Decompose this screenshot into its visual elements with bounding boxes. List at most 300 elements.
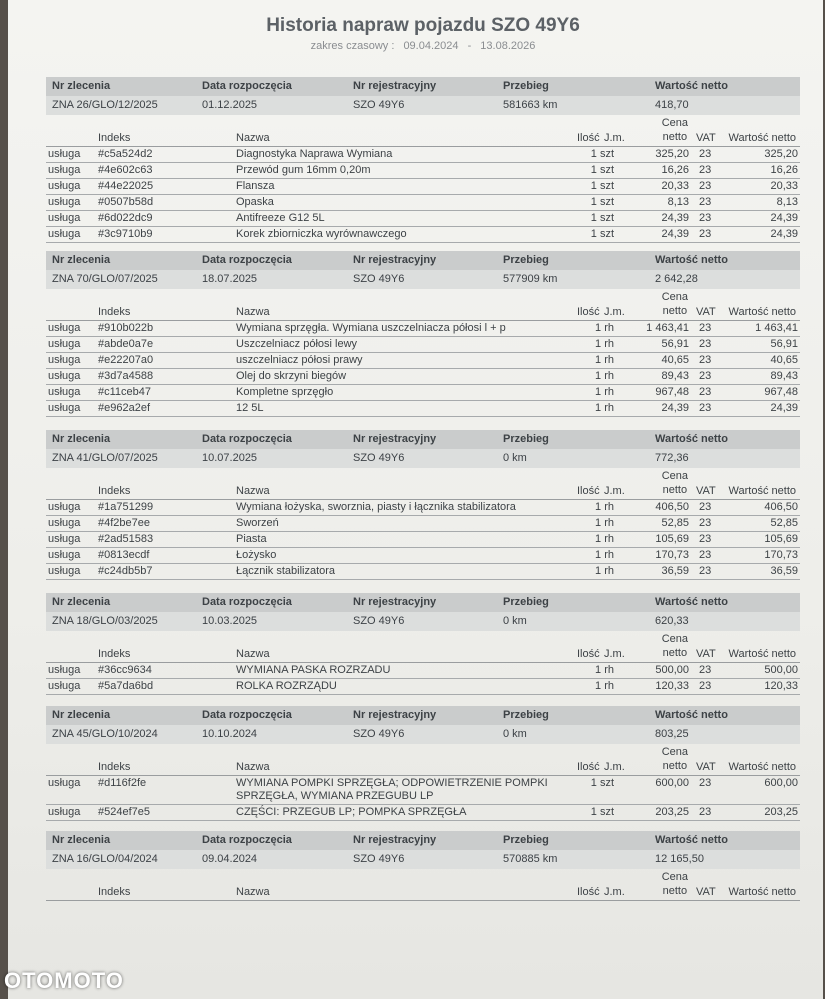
item-name: Antifreeze G12 5L	[236, 212, 325, 224]
item-name: Łożysko	[236, 549, 277, 561]
items-header-row	[46, 869, 800, 901]
order-mileage: 0 km	[503, 452, 527, 464]
item-index: #3c9710b9	[98, 228, 153, 240]
item-type: usługa	[48, 322, 81, 334]
item-price: 203,25	[655, 806, 689, 818]
items-header-value: Wartość netto	[728, 761, 796, 773]
order-values-row	[46, 725, 800, 744]
item-name: CZĘŚCI: PRZEGUB LP; POMPKA SPRZĘGŁA	[236, 806, 467, 818]
item-quantity: 1 rh	[595, 501, 614, 513]
items-header-price-line1: Cena	[661, 470, 688, 482]
item-price: 406,50	[655, 501, 689, 513]
order-value: 620,33	[655, 615, 689, 627]
item-price: 1 463,41	[646, 322, 689, 334]
items-header-value: Wartość netto	[728, 485, 796, 497]
item-value: 40,65	[770, 354, 798, 366]
items-header-index: Indeks	[98, 648, 131, 660]
order-reg-header: Nr rejestracyjny	[353, 433, 437, 445]
items-header-index: Indeks	[98, 132, 131, 144]
item-index: #910b022b	[98, 322, 154, 334]
items-header-vat: VAT	[696, 306, 716, 318]
item-quantity: 1 szt	[590, 806, 614, 818]
order-date: 09.04.2024	[202, 853, 258, 865]
item-value: 203,25	[764, 806, 798, 818]
item-type: usługa	[48, 680, 81, 692]
order-date: 10.10.2024	[202, 728, 258, 740]
item-price: 52,85	[661, 517, 689, 529]
order-header-row	[46, 77, 800, 96]
items-header-value: Wartość netto	[728, 886, 796, 898]
item-vat: 23	[699, 228, 712, 240]
item-row	[46, 353, 800, 369]
item-quantity: 1 szt	[590, 777, 614, 789]
item-name: Diagnostyka Naprawa Wymiana	[236, 148, 393, 160]
order-header-row	[46, 430, 800, 449]
item-price: 56,91	[661, 338, 689, 350]
items-header-vat: VAT	[696, 648, 716, 660]
items-header-unit: J.m.	[604, 485, 625, 497]
order-reg-header: Nr rejestracyjny	[353, 596, 437, 608]
order-mileage-header: Przebieg	[503, 433, 549, 445]
item-vat: 23	[699, 680, 712, 692]
item-row	[46, 227, 800, 243]
item-index: #e22207a0	[98, 354, 154, 366]
items-header-price-line1: Cena	[661, 746, 688, 758]
item-index: #0813ecdf	[98, 549, 150, 561]
items-header-unit: J.m.	[604, 761, 625, 773]
order-value-header: Wartość netto	[655, 596, 728, 608]
item-quantity: 1 rh	[595, 517, 614, 529]
order-value: 418,70	[655, 99, 689, 111]
item-name: Sworzeń	[236, 517, 279, 529]
items-header-price-line1: Cena	[661, 871, 688, 883]
order-header-row	[46, 593, 800, 612]
item-name: Olej do skrzyni biegów	[236, 370, 347, 382]
item-type: usługa	[48, 370, 81, 382]
item-type: usługa	[48, 196, 81, 208]
item-row	[46, 179, 800, 195]
order-nr-header: Nr zlecenia	[52, 80, 111, 92]
items-header-price	[662, 290, 688, 318]
item-row	[46, 401, 800, 417]
item-quantity: 1 rh	[595, 370, 614, 382]
items-header-index: Indeks	[98, 761, 131, 773]
item-price: 170,73	[655, 549, 689, 561]
items-header-vat: VAT	[696, 132, 716, 144]
order-reg: SZO 49Y6	[353, 615, 405, 627]
item-index: #36cc9634	[98, 664, 152, 676]
order-nr: ZNA 16/GLO/04/2024	[52, 853, 158, 865]
item-name: Uszczelniacz półosi lewy	[236, 338, 358, 350]
item-vat: 23	[699, 196, 712, 208]
order-mileage-header: Przebieg	[503, 834, 549, 846]
item-value: 170,73	[764, 549, 798, 561]
item-type: usługa	[48, 338, 81, 350]
order-nr-header: Nr zlecenia	[52, 834, 111, 846]
item-index: #3d7a4588	[98, 370, 154, 382]
item-price: 325,20	[655, 148, 689, 160]
item-quantity: 1 rh	[595, 322, 614, 334]
item-name: Kompletne sprzęgło	[236, 386, 334, 398]
item-price: 105,69	[655, 533, 689, 545]
item-value: 20,33	[770, 180, 798, 192]
item-index: #abde0a7e	[98, 338, 154, 350]
order-reg-header: Nr rejestracyjny	[353, 254, 437, 266]
item-row	[46, 195, 800, 211]
item-index: #d116f2fe	[98, 777, 147, 789]
order-value-header: Wartość netto	[655, 834, 728, 846]
order-reg: SZO 49Y6	[353, 728, 405, 740]
item-index: #5a7da6bd	[98, 680, 154, 692]
item-row	[46, 663, 800, 679]
order-value-header: Wartość netto	[655, 80, 728, 92]
item-vat: 23	[699, 354, 712, 366]
date-range-separator: -	[467, 40, 472, 52]
order-mileage-header: Przebieg	[503, 709, 549, 721]
items-header-qty: Ilość	[577, 132, 600, 144]
item-row	[46, 147, 800, 163]
item-value: 120,33	[764, 680, 798, 692]
item-type: usługa	[48, 164, 81, 176]
item-vat: 23	[699, 664, 712, 676]
item-index: #0507b58d	[98, 196, 154, 208]
order-value: 12 165,50	[655, 853, 704, 865]
repair-order	[46, 831, 800, 901]
repair-order	[46, 251, 800, 417]
order-reg-header: Nr rejestracyjny	[353, 709, 437, 721]
order-nr: ZNA 18/GLO/03/2025	[52, 615, 158, 627]
order-date: 10.07.2025	[202, 452, 258, 464]
order-mileage: 0 km	[503, 615, 527, 627]
item-name: uszczelniacz półosi prawy	[236, 354, 363, 366]
items-header-price-line1: Cena	[661, 291, 688, 303]
items-header-price	[662, 745, 688, 773]
items-header-vat: VAT	[696, 761, 716, 773]
items-header-qty: Ilość	[577, 648, 600, 660]
item-index: #c5a524d2	[98, 148, 153, 160]
order-date: 01.12.2025	[202, 99, 258, 111]
items-header-unit: J.m.	[604, 132, 625, 144]
item-name: Korek zbiorniczka wyrównawczego	[236, 228, 407, 240]
item-vat: 23	[699, 322, 712, 334]
item-price: 24,39	[661, 228, 689, 240]
item-row	[46, 163, 800, 179]
item-vat: 23	[699, 806, 712, 818]
order-value: 2 642,28	[655, 273, 698, 285]
item-quantity: 1 rh	[595, 402, 614, 414]
item-index: #c11ceb47	[98, 386, 152, 398]
items-header-price-line1: Cena	[661, 633, 688, 645]
order-mileage: 570885 km	[503, 853, 558, 865]
order-header-row	[46, 831, 800, 850]
repair-order	[46, 706, 800, 821]
item-name: WYMIANA PASKA ROZRZADU	[236, 664, 391, 676]
item-row	[46, 679, 800, 695]
item-quantity: 1 szt	[590, 148, 614, 160]
item-price: 36,59	[661, 565, 689, 577]
item-name: Przewód gum 16mm 0,20m	[236, 164, 371, 176]
items-header-price-line2: netto	[662, 131, 688, 143]
item-type: usługa	[48, 386, 81, 398]
date-range-from: 09.04.2024	[403, 40, 459, 52]
items-header-price	[662, 116, 688, 144]
item-type: usługa	[48, 228, 81, 240]
items-header-index: Indeks	[98, 306, 131, 318]
date-range-label: zakres czasowy :	[310, 40, 395, 52]
item-value: 24,39	[770, 402, 798, 414]
item-quantity: 1 rh	[595, 664, 614, 676]
item-price: 500,00	[655, 664, 689, 676]
item-value: 24,39	[770, 228, 798, 240]
item-quantity: 1 rh	[595, 565, 614, 577]
item-row	[46, 516, 800, 532]
order-reg: SZO 49Y6	[353, 273, 405, 285]
item-price: 8,13	[667, 196, 689, 208]
item-name: Łącznik stabilizatora	[236, 565, 336, 577]
order-header-row	[46, 251, 800, 270]
item-name: Piasta	[236, 533, 267, 545]
items-header-unit: J.m.	[604, 306, 625, 318]
item-vat: 23	[699, 386, 712, 398]
items-header-name: Nazwa	[236, 306, 270, 318]
order-reg: SZO 49Y6	[353, 99, 405, 111]
order-date: 18.07.2025	[202, 273, 258, 285]
item-vat: 23	[699, 501, 712, 513]
item-price: 24,39	[661, 212, 689, 224]
repair-order	[46, 430, 800, 580]
items-header-row	[46, 289, 800, 321]
items-header-price-line2: netto	[662, 647, 688, 659]
items-header-value: Wartość netto	[728, 306, 796, 318]
item-value: 16,26	[770, 164, 798, 176]
item-vat: 23	[699, 338, 712, 350]
item-type: usługa	[48, 664, 81, 676]
order-reg: SZO 49Y6	[353, 452, 405, 464]
item-name: Wymiana łożyska, sworznia, piasty i łącznika stabilizatora	[236, 501, 516, 513]
order-values-row	[46, 612, 800, 631]
item-value: 52,85	[770, 517, 798, 529]
item-value: 89,43	[770, 370, 798, 382]
items-header-index: Indeks	[98, 485, 131, 497]
item-value: 105,69	[764, 533, 798, 545]
order-nr: ZNA 70/GLO/07/2025	[52, 273, 158, 285]
order-date-header: Data rozpoczęcia	[202, 80, 292, 92]
item-quantity: 1 szt	[590, 164, 614, 176]
order-reg-header: Nr rejestracyjny	[353, 834, 437, 846]
order-header-row	[46, 706, 800, 725]
item-price: 24,39	[661, 402, 689, 414]
order-mileage: 577909 km	[503, 273, 558, 285]
items-header-name: Nazwa	[236, 132, 270, 144]
order-reg: SZO 49Y6	[353, 853, 405, 865]
item-row	[46, 805, 800, 821]
item-quantity: 1 rh	[595, 338, 614, 350]
order-values-row	[46, 850, 800, 869]
items-header-row	[46, 468, 800, 500]
order-nr-header: Nr zlecenia	[52, 709, 111, 721]
item-quantity: 1 szt	[590, 196, 614, 208]
items-header-price-line2: netto	[662, 885, 688, 897]
item-index: #6d022dc9	[98, 212, 153, 224]
item-price: 120,33	[655, 680, 689, 692]
item-index: #4e602c63	[98, 164, 153, 176]
items-header-price	[662, 870, 688, 898]
item-value: 8,13	[776, 196, 798, 208]
items-header-vat: VAT	[696, 485, 716, 497]
item-vat: 23	[699, 164, 712, 176]
order-mileage: 581663 km	[503, 99, 558, 111]
items-header-row	[46, 115, 800, 147]
item-quantity: 1 rh	[595, 549, 614, 561]
date-range	[8, 40, 825, 52]
items-header-unit: J.m.	[604, 886, 625, 898]
item-name: Opaska	[236, 196, 274, 208]
items-header-price-line1: Cena	[661, 117, 688, 129]
item-name: ROLKA ROZRZĄDU	[236, 680, 337, 692]
order-nr: ZNA 45/GLO/10/2024	[52, 728, 158, 740]
order-mileage-header: Przebieg	[503, 596, 549, 608]
page-title: Historia napraw pojazdu SZO 49Y6	[266, 15, 580, 36]
item-index: #e962a2ef	[98, 402, 150, 414]
item-value: 406,50	[764, 501, 798, 513]
item-type: usługa	[48, 806, 81, 818]
item-name: Wymiana sprzęgła. Wymiana uszczelniacza półosi l + p	[236, 322, 506, 334]
item-vat: 23	[699, 565, 712, 577]
item-vat: 23	[699, 549, 712, 561]
document-page	[8, 0, 823, 999]
item-type: usługa	[48, 180, 81, 192]
date-range-to: 13.08.2026	[480, 40, 536, 52]
items-header-price	[662, 632, 688, 660]
order-values-row	[46, 449, 800, 468]
order-values-row	[46, 96, 800, 115]
item-value: 325,20	[764, 148, 798, 160]
item-row	[46, 337, 800, 353]
items-header-row	[46, 631, 800, 663]
item-vat: 23	[699, 180, 712, 192]
items-header-qty: Ilość	[577, 306, 600, 318]
item-vat: 23	[699, 402, 712, 414]
item-price: 967,48	[655, 386, 689, 398]
item-index: #c24db5b7	[98, 565, 153, 577]
order-value-header: Wartość netto	[655, 433, 728, 445]
item-type: usługa	[48, 517, 81, 529]
order-mileage-header: Przebieg	[503, 80, 549, 92]
item-index: #1a751299	[98, 501, 154, 513]
item-row	[46, 564, 800, 580]
order-mileage-header: Przebieg	[503, 254, 549, 266]
item-row	[46, 211, 800, 227]
order-date: 10.03.2025	[202, 615, 258, 627]
item-row	[46, 385, 800, 401]
order-value-header: Wartość netto	[655, 254, 728, 266]
items-header-name: Nazwa	[236, 485, 270, 497]
item-value: 24,39	[770, 212, 798, 224]
item-quantity: 1 szt	[590, 180, 614, 192]
items-header-name: Nazwa	[236, 761, 270, 773]
item-value: 36,59	[770, 565, 798, 577]
order-mileage: 0 km	[503, 728, 527, 740]
item-type: usługa	[48, 549, 81, 561]
item-index: #44e22025	[98, 180, 154, 192]
item-row	[46, 369, 800, 385]
order-date-header: Data rozpoczęcia	[202, 596, 292, 608]
items-header-index: Indeks	[98, 886, 131, 898]
item-quantity: 1 rh	[595, 354, 614, 366]
item-name: WYMIANA POMPKI SPRZĘGŁA; ODPOWIETRZENIE POMPKI SPRZĘGŁA, WYMIANA PRZEGUBU LP	[236, 777, 548, 802]
item-quantity: 1 rh	[595, 533, 614, 545]
item-type: usługa	[48, 354, 81, 366]
item-vat: 23	[699, 533, 712, 545]
item-price: 89,43	[661, 370, 689, 382]
item-type: usługa	[48, 402, 81, 414]
item-quantity: 1 rh	[595, 680, 614, 692]
items-header-value: Wartość netto	[728, 132, 796, 144]
item-row	[46, 548, 800, 564]
items-header-qty: Ilość	[577, 886, 600, 898]
item-index: #524ef7e5	[98, 806, 150, 818]
order-values-row	[46, 270, 800, 289]
order-nr-header: Nr zlecenia	[52, 596, 111, 608]
item-quantity: 1 szt	[590, 212, 614, 224]
order-date-header: Data rozpoczęcia	[202, 834, 292, 846]
order-nr-header: Nr zlecenia	[52, 254, 111, 266]
items-header-price	[662, 469, 688, 497]
items-header-name: Nazwa	[236, 886, 270, 898]
repair-order	[46, 593, 800, 695]
item-name: 12 5L	[236, 402, 264, 414]
item-price: 40,65	[661, 354, 689, 366]
items-header-price-line2: netto	[662, 760, 688, 772]
item-vat: 23	[699, 212, 712, 224]
repair-order	[46, 77, 800, 243]
item-price: 600,00	[655, 777, 689, 789]
item-vat: 23	[699, 777, 712, 789]
item-value: 1 463,41	[755, 322, 798, 334]
item-vat: 23	[699, 148, 712, 160]
item-type: usługa	[48, 212, 81, 224]
item-row	[46, 321, 800, 337]
item-row	[46, 776, 800, 805]
item-vat: 23	[699, 370, 712, 382]
items-header-price-line2: netto	[662, 305, 688, 317]
order-value-header: Wartość netto	[655, 709, 728, 721]
item-quantity: 1 szt	[590, 228, 614, 240]
item-type: usługa	[48, 777, 81, 789]
items-header-value: Wartość netto	[728, 648, 796, 660]
items-header-row	[46, 744, 800, 776]
otomoto-watermark: OTOMOTO	[4, 968, 124, 993]
item-vat: 23	[699, 517, 712, 529]
items-header-vat: VAT	[696, 886, 716, 898]
items-header-unit: J.m.	[604, 648, 625, 660]
item-value: 600,00	[764, 777, 798, 789]
order-value: 772,36	[655, 452, 689, 464]
item-name: Flansza	[236, 180, 275, 192]
order-nr: ZNA 26/GLO/12/2025	[52, 99, 158, 111]
item-type: usługa	[48, 565, 81, 577]
item-type: usługa	[48, 533, 81, 545]
item-row	[46, 532, 800, 548]
item-type: usługa	[48, 148, 81, 160]
item-price: 20,33	[661, 180, 689, 192]
item-price: 16,26	[661, 164, 689, 176]
item-row	[46, 500, 800, 516]
order-date-header: Data rozpoczęcia	[202, 254, 292, 266]
order-date-header: Data rozpoczęcia	[202, 433, 292, 445]
items-header-qty: Ilość	[577, 485, 600, 497]
items-header-price-line2: netto	[662, 484, 688, 496]
